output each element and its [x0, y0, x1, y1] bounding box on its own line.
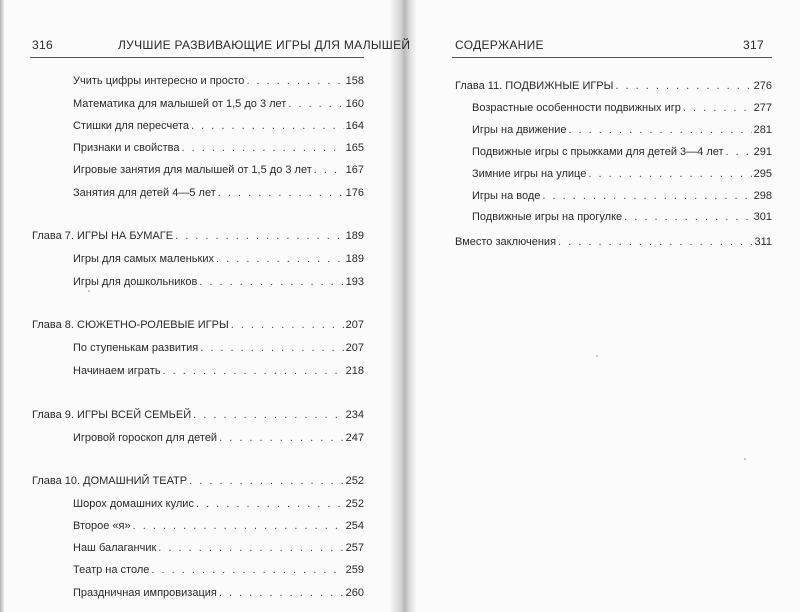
toc-entry[interactable]	[73, 431, 364, 445]
toc-entry[interactable]	[472, 123, 772, 137]
toc-entry-page: 257	[345, 542, 364, 554]
toc-entry-title: Наш балаганчик	[73, 542, 157, 554]
toc-leader-dots	[193, 408, 344, 422]
toc-entry-page: 254	[345, 520, 364, 532]
toc-entry-page: 158	[345, 75, 364, 87]
toc-leader-dots	[181, 141, 343, 155]
toc-leader-dots	[199, 275, 343, 289]
scan-speck	[596, 355, 598, 357]
toc-leader-dots	[219, 586, 344, 600]
toc-entry-page: 207	[345, 342, 364, 354]
toc-entry-title: Театр на столе	[73, 564, 150, 576]
toc-entry-page: 160	[345, 98, 364, 110]
toc-entry[interactable]	[73, 119, 364, 133]
toc-leader-dots	[218, 186, 344, 200]
toc-leader-dots	[151, 563, 343, 577]
toc-chapter-title: Вместо заключения	[455, 236, 557, 248]
toc-leader-dots	[726, 145, 752, 159]
toc-entry-page: 193	[345, 276, 364, 288]
toc-leader-dots	[683, 101, 752, 115]
toc-leader-dots	[568, 123, 751, 137]
toc-entry-page: 281	[753, 124, 772, 136]
toc-entry-title: Игры для дошкольников	[73, 276, 198, 288]
toc-entry-title: Игровые занятия для малышей от 1,5 до 3 лет	[73, 164, 312, 176]
toc-entry-page: 291	[753, 146, 772, 158]
toc-leader-dots	[163, 364, 344, 378]
toc-entry[interactable]	[73, 541, 364, 555]
toc-entry[interactable]	[73, 275, 364, 289]
toc-chapter-entry[interactable]	[32, 318, 364, 332]
toc-entry-page: 252	[345, 498, 364, 510]
toc-entry-title: Игры на воде	[472, 190, 541, 202]
toc-entry[interactable]	[73, 519, 364, 533]
toc-leader-dots	[288, 97, 343, 111]
toc-leader-dots	[246, 74, 343, 88]
toc-entry-page: 298	[753, 190, 772, 202]
toc-leader-dots	[615, 79, 751, 93]
right-running-head: СОДЕРЖАНИЕ	[455, 38, 544, 52]
toc-chapter-entry[interactable]	[32, 474, 364, 488]
left-header-rule	[30, 57, 364, 58]
toc-leader-dots	[542, 189, 751, 203]
toc-entry[interactable]	[472, 101, 772, 115]
toc-chapter-entry[interactable]	[455, 79, 772, 93]
toc-leader-dots	[216, 252, 344, 266]
toc-entry[interactable]	[472, 210, 772, 224]
toc-entry-title: Признаки и свойства	[73, 142, 180, 154]
toc-entry-page: 276	[753, 80, 772, 92]
toc-entry-title: Стишки для пересчета	[73, 120, 190, 132]
toc-entry-title: Учить цифры интересно и просто	[73, 75, 245, 87]
toc-entry-page: 189	[345, 230, 364, 242]
toc-leader-dots	[175, 229, 344, 243]
toc-entry-title: Шорох домашних кулис	[73, 498, 194, 510]
toc-entry-page: 259	[345, 564, 364, 576]
toc-leader-dots	[231, 318, 344, 332]
toc-entry-page: 218	[345, 365, 364, 377]
toc-entry-title: Игровой гороскоп для детей	[73, 432, 218, 444]
toc-entry-title: Подвижные игры на прогулке	[472, 211, 623, 223]
toc-entry-page: 260	[345, 587, 364, 599]
toc-entry-page: 295	[753, 168, 772, 180]
toc-entry-page: 167	[345, 164, 364, 176]
toc-entry[interactable]	[73, 563, 364, 577]
toc-entry-page: 176	[345, 187, 364, 199]
toc-leader-dots	[624, 210, 752, 224]
toc-entry-title: Игры на движение	[472, 124, 567, 136]
toc-entry-page: 247	[345, 432, 364, 444]
toc-entry-page: 311	[754, 236, 772, 248]
toc-leader-dots	[219, 431, 344, 445]
toc-entry-title: Игры для самых маленьких	[73, 253, 214, 265]
toc-entry-title: Занятия для детей 4—5 лет	[73, 187, 216, 199]
toc-chapter-entry[interactable]	[32, 408, 364, 422]
right-page-number: 317	[743, 38, 764, 52]
toc-leader-dots	[588, 167, 751, 181]
toc-chapter-title: Глава 9. ИГРЫ ВСЕЙ СЕМЬЕЙ	[32, 409, 192, 421]
toc-leader-dots	[314, 163, 344, 177]
toc-entry-title: Подвижные игры с прыжками для детей 3—4 лет	[472, 146, 724, 158]
toc-chapter-title: Глава 8. СЮЖЕТНО-РОЛЕВЫЕ ИГРЫ	[32, 319, 229, 331]
scan-speck	[744, 458, 746, 460]
toc-entry[interactable]	[73, 74, 364, 88]
toc-chapter-entry[interactable]	[32, 229, 364, 243]
toc-entry-title: Второе «я»	[73, 520, 131, 532]
toc-entry[interactable]	[472, 189, 772, 203]
toc-chapter-title: Глава 11. ПОДВИЖНЫЕ ИГРЫ	[455, 80, 614, 92]
toc-leader-dots	[191, 119, 344, 133]
toc-entry-title: Математика для малышей от 1,5 до 3 лет	[73, 98, 287, 110]
toc-entry-page: 207	[345, 319, 364, 331]
toc-entry[interactable]	[73, 97, 364, 111]
toc-entry-page: 252	[345, 475, 364, 487]
toc-entry[interactable]	[73, 364, 364, 378]
toc-entry[interactable]	[73, 252, 364, 266]
book-gutter	[388, 0, 418, 612]
right-header-rule	[452, 57, 772, 58]
toc-leader-dots	[196, 497, 344, 511]
toc-entry-page: 277	[753, 102, 772, 114]
toc-entry-page: 189	[345, 253, 364, 265]
toc-entry-page: 301	[753, 211, 772, 223]
toc-entry[interactable]	[73, 497, 364, 511]
toc-entry[interactable]	[73, 141, 364, 155]
toc-entry-title: Возрастные особенности подвижных игр	[472, 102, 681, 114]
toc-leader-dots	[189, 474, 344, 488]
toc-leader-dots	[158, 541, 343, 555]
toc-entry[interactable]	[73, 341, 364, 355]
toc-chapter-title: Глава 10. ДОМАШНИЙ ТЕАТР	[32, 475, 188, 487]
toc-leader-dots	[200, 341, 343, 355]
scan-speck	[88, 290, 90, 292]
toc-chapter-entry[interactable]	[455, 235, 772, 249]
left-running-head: ЛУЧШИЕ РАЗВИВАЮЩИЕ ИГРЫ ДЛЯ МАЛЫШЕЙ	[118, 38, 411, 52]
page-edge-shadow	[0, 0, 4, 612]
toc-entry[interactable]	[73, 163, 364, 177]
toc-entry-title: Зимние игры на улице	[472, 168, 587, 180]
toc-leader-dots	[133, 519, 344, 533]
toc-entry-title: По ступенькам развития	[73, 342, 199, 354]
toc-leader-dots	[558, 235, 752, 249]
toc-entry[interactable]	[472, 145, 772, 159]
toc-entry-title: Праздничная импровизация	[73, 587, 217, 599]
toc-chapter-title: Глава 7. ИГРЫ НА БУМАГЕ	[32, 230, 174, 242]
toc-entry-page: 165	[345, 142, 364, 154]
toc-entry-page: 234	[345, 409, 364, 421]
toc-entry[interactable]	[472, 167, 772, 181]
toc-entry[interactable]	[73, 586, 364, 600]
toc-entry[interactable]	[73, 186, 364, 200]
left-page-number: 316	[32, 38, 53, 52]
toc-entry-page: 164	[345, 120, 364, 132]
toc-entry-title: Начинаем играть	[73, 365, 161, 377]
